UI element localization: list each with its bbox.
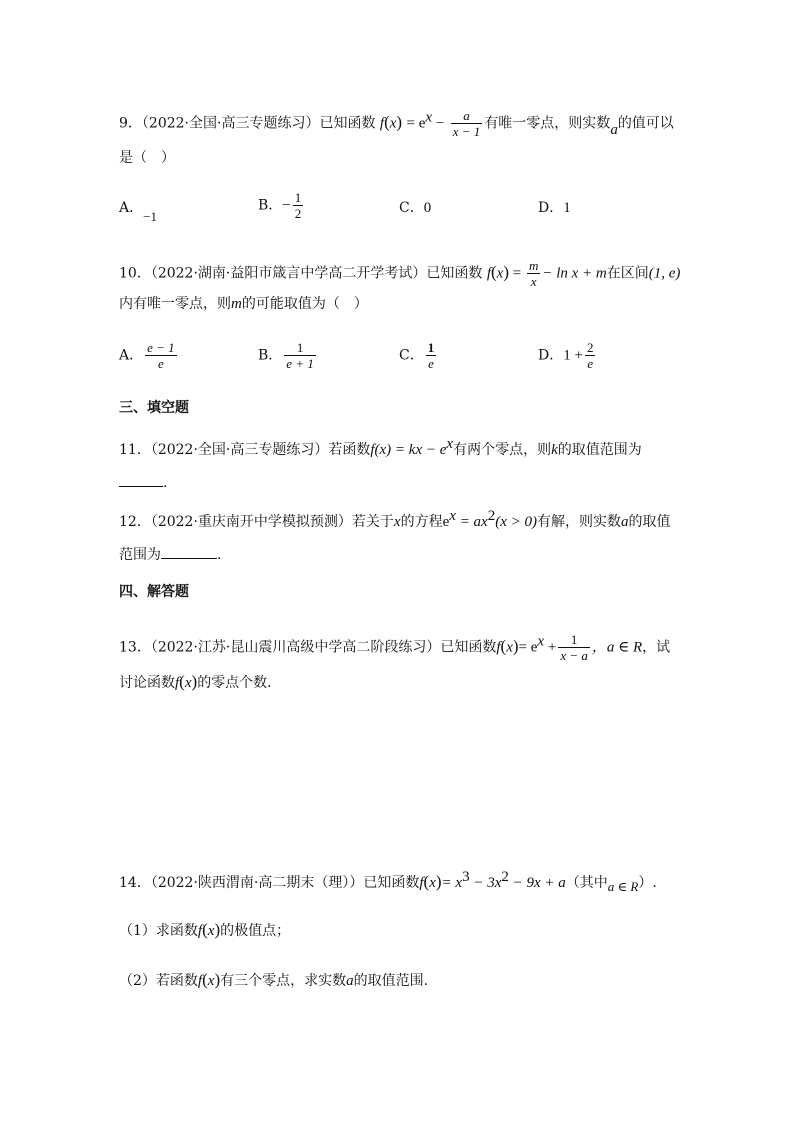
formula-fraction: $\frac{m}{x}$ — [528, 258, 539, 289]
variable: a — [346, 973, 354, 989]
question-source: （2022·陕西渭南·高二期末（理）） — [150, 875, 364, 891]
question-source: （2022·湖南·益阳市箴言中学高二开学考试） — [150, 265, 427, 282]
section-heading-answer: 四、解答题 — [119, 584, 189, 600]
question-text: 在区间 — [606, 265, 649, 282]
question-number: 9． — [119, 115, 142, 132]
question-source: （2022·全国·高三专题练习） — [141, 115, 320, 132]
option-d: D．1 + $\frac{2}{e}$ — [538, 340, 594, 371]
section-heading-fill-in: 三、填空题 — [119, 400, 189, 416]
question-11-line-2: . — [119, 472, 167, 493]
question-text: 若函数 — [328, 442, 371, 458]
option-b: B．− $\frac{1}{2}$ — [258, 190, 302, 221]
question-source: （2022·重庆南开中学模拟预测） — [150, 514, 352, 530]
question-9-line-1: 9．（2022·全国·高三专题练习）已知函数 $f(x) = e^x$ − $\frac{a}{x - 1}$ 有唯一零点，则实数a的值可以 — [119, 108, 674, 139]
option-c: C．0 — [399, 200, 432, 216]
question-text: 已知函数 — [426, 265, 483, 282]
question-text: 的值可以 — [617, 115, 674, 132]
option-c: C． $\frac{1}{e}$ — [399, 340, 435, 371]
question-14-line-1: 14．（2022·陕西渭南·高二期末（理））已知函数$f(x)= x^3 - 3x^2 - 9x + a$（其中a ∈ R）. — [119, 869, 657, 894]
question-source: （2022·江苏·昆山震川高级中学高二阶段练习） — [150, 639, 441, 656]
answer-blank[interactable] — [119, 472, 163, 487]
function-name: f — [379, 115, 385, 132]
option-a: A． $\frac{e - 1}{e}$ — [119, 340, 175, 371]
question-number: 11． — [119, 442, 151, 458]
question-10-line-2: 内有唯一零点，则m的可能取值为（ ） — [119, 296, 368, 312]
formula-fraction: $\frac{a}{x - 1}$ — [452, 108, 481, 139]
question-number: 12． — [119, 514, 151, 530]
question-10-line-1: 10．（2022·湖南·益阳市箴言中学高二开学考试）已知函数 f(x) = $\frac{m}{x}$ − ln x + m在区间(1, e) — [119, 258, 681, 289]
question-text: 有两个零点，则 — [453, 442, 552, 458]
formula: e — [442, 514, 450, 530]
question-number: 13． — [119, 639, 151, 656]
answer-blank[interactable] — [161, 544, 217, 559]
question-14-part-1: （1）求函数f(x)的极值点； — [119, 920, 291, 939]
option-a: A．−1 — [119, 200, 157, 224]
function-var: x — [389, 115, 397, 132]
question-12-line-1: 12．（2022·重庆南开中学模拟预测）若关于x的方程$e^x = ax^2(x > 0)$有解，则实数a的取值 — [119, 508, 671, 530]
question-9-line-2: 是（ ） — [119, 150, 175, 166]
variable: m — [231, 296, 242, 312]
question-13-line-1: 13．（2022·江苏·昆山震川高级中学高二阶段练习）已知函数$f(x)= e^x$ + $\frac{1}{x - a}$ ，a ∈ R，试 — [119, 632, 671, 663]
question-text: 已知函数 — [319, 115, 376, 132]
formula-part: − ln x + m — [542, 265, 607, 282]
question-number: 10． — [119, 265, 151, 282]
variable: a — [621, 514, 629, 530]
question-text: 的取值范围为 — [557, 442, 642, 458]
formula-part: = e — [406, 115, 426, 132]
question-text: 有唯一零点，则实数 — [484, 115, 611, 132]
formula-sup: x — [425, 109, 433, 126]
interval: (1, e) — [648, 265, 681, 282]
formula: f(x) = kx − e — [370, 442, 447, 458]
option-b: B． $\frac{1}{e + 1}$ — [258, 340, 314, 371]
variable: x — [393, 514, 401, 530]
formula-part: − — [432, 115, 445, 132]
question-11-line-1: 11．（2022·全国·高三专题练习）若函数f(x) = kx − $e^x$有两个零点，则k的取值范围为 — [119, 436, 642, 458]
variable: k — [551, 442, 558, 458]
question-14-part-2: （2）若函数f(x)有三个零点，求实数a的取值范围. — [119, 970, 429, 989]
variable: a — [610, 121, 618, 138]
question-source: （2022·全国·高三专题练习） — [150, 442, 329, 458]
question-number: 14． — [119, 875, 151, 891]
question-12-line-2: 范围为 . — [119, 544, 221, 565]
option-d: D．1 — [538, 200, 571, 216]
formula-fraction: $\frac{1}{x - a}$ — [560, 632, 588, 663]
question-13-line-2: 讨论函数f(x)的零点个数. — [119, 672, 272, 691]
